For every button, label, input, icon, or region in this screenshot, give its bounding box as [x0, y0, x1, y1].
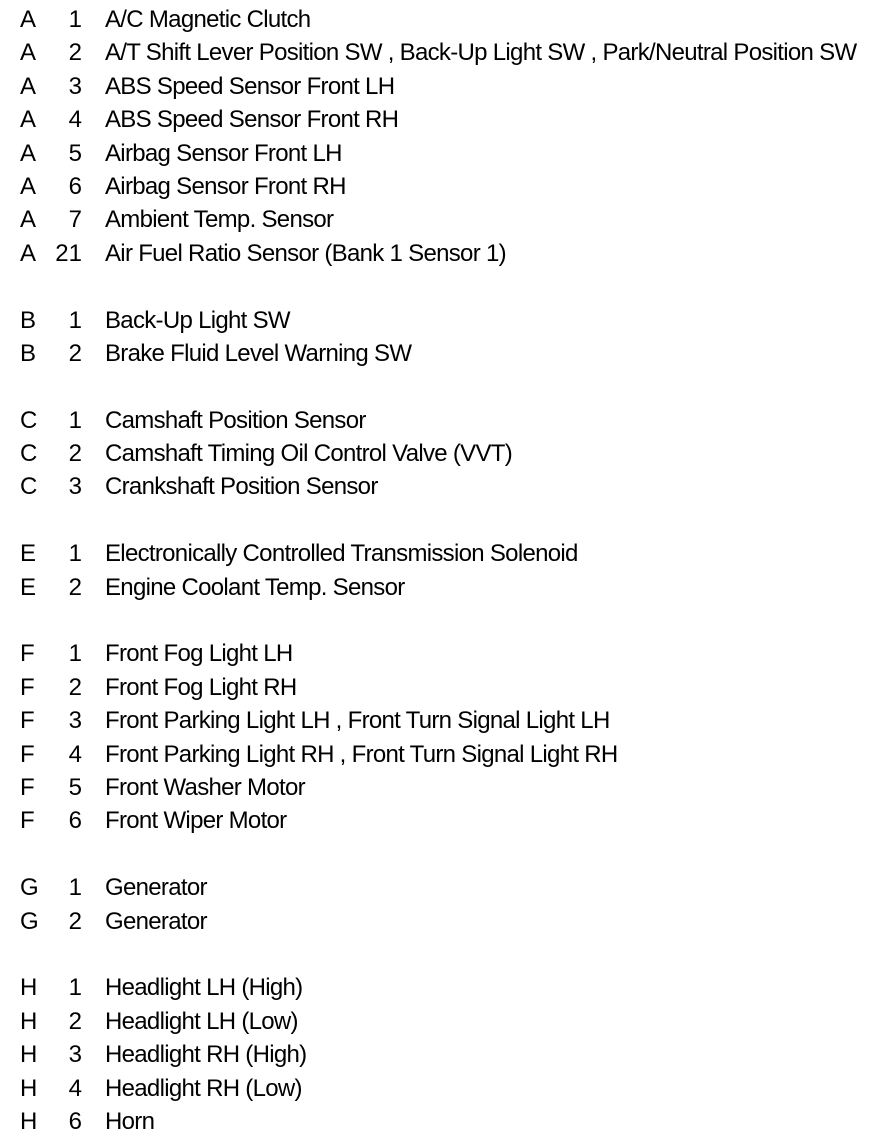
- connector-group: [0, 871, 896, 938]
- connector-label: Electronically Controlled Transmission Solenoid: [105, 540, 578, 568]
- connector-label: Headlight LH (Low): [105, 1007, 298, 1035]
- list-item: [0, 337, 896, 370]
- connector-label: Headlight LH (High): [105, 974, 303, 1002]
- connector-group: [0, 971, 896, 1138]
- connector-number: 5: [68, 139, 82, 167]
- connector-letter: C: [20, 440, 38, 468]
- list-item: [0, 1072, 896, 1105]
- connector-letter: H: [20, 1041, 38, 1069]
- list-item: [0, 704, 896, 737]
- connector-label: Front Fog Light LH: [105, 640, 293, 668]
- connector-letter: F: [20, 673, 35, 701]
- connector-letter: E: [20, 573, 37, 601]
- connector-group: [0, 3, 896, 270]
- connector-label: Air Fuel Ratio Sensor (Bank 1 Sensor 1): [105, 239, 506, 267]
- connector-number: 7: [68, 206, 82, 234]
- connector-label: Crankshaft Position Sensor: [105, 473, 378, 501]
- connector-label: Generator: [105, 874, 207, 902]
- connector-number: 6: [68, 172, 82, 200]
- connector-letter: F: [20, 640, 35, 668]
- connector-label: A/C Magnetic Clutch: [105, 6, 311, 33]
- list-item: [0, 1038, 896, 1071]
- connector-letter: F: [20, 740, 35, 768]
- connector-letter: B: [20, 339, 37, 367]
- list-item: [0, 3, 896, 36]
- connector-number: 2: [68, 1007, 82, 1035]
- connector-letter: E: [20, 540, 37, 568]
- connector-label: Camshaft Timing Oil Control Valve (VVT): [105, 440, 513, 468]
- connector-group: [0, 404, 896, 504]
- connector-number: 1: [68, 306, 82, 334]
- connector-number: 2: [68, 673, 82, 701]
- connector-letter: A: [20, 172, 37, 200]
- connector-label: Ambient Temp. Sensor: [105, 206, 334, 234]
- connector-letter: A: [20, 39, 37, 67]
- connector-letter: H: [20, 1074, 38, 1102]
- connector-letter: A: [20, 239, 37, 267]
- connector-letter: H: [20, 974, 38, 1002]
- list-item: [0, 170, 896, 203]
- list-item: [0, 971, 896, 1004]
- connector-label: ABS Speed Sensor Front LH: [105, 72, 395, 100]
- connector-label: Front Washer Motor: [105, 773, 305, 801]
- connector-number: 4: [68, 740, 82, 768]
- list-item: [0, 103, 896, 136]
- list-item: [0, 905, 896, 938]
- connector-letter: H: [20, 1007, 38, 1035]
- connector-letter: A: [20, 72, 37, 100]
- list-item: [0, 771, 896, 804]
- connector-label: Airbag Sensor Front LH: [105, 139, 342, 167]
- connector-label: Front Parking Light RH , Front Turn Signal Light RH: [105, 740, 618, 768]
- connector-letter: B: [20, 306, 37, 334]
- list-item: [0, 738, 896, 771]
- list-item: [0, 404, 896, 437]
- connector-group: [0, 637, 896, 837]
- connector-group: [0, 537, 896, 604]
- connector-label: Back-Up Light SW: [105, 306, 290, 334]
- connector-number: 3: [68, 707, 82, 735]
- connector-letter: A: [20, 106, 37, 134]
- connector-label: Headlight RH (High): [105, 1041, 307, 1069]
- connector-letter: A: [20, 139, 37, 167]
- list-item: [0, 571, 896, 604]
- list-item: [0, 137, 896, 170]
- list-item: [0, 437, 896, 470]
- connector-label: Headlight RH (Low): [105, 1074, 302, 1102]
- connector-letter: A: [20, 6, 37, 33]
- connector-number: 3: [68, 1041, 82, 1069]
- connector-letter: F: [20, 807, 35, 835]
- connector-number: 2: [68, 907, 82, 935]
- connector-letter: A: [20, 206, 37, 234]
- connector-group: [0, 304, 896, 371]
- connector-list: [0, 3, 896, 1138]
- list-item: [0, 304, 896, 337]
- list-item: [0, 537, 896, 570]
- connector-letter: G: [20, 907, 39, 935]
- connector-number: 1: [68, 406, 82, 434]
- connector-letter: G: [20, 874, 39, 902]
- connector-label: Front Wiper Motor: [105, 807, 287, 835]
- connector-number: 4: [68, 106, 82, 134]
- connector-number: 2: [68, 573, 82, 601]
- list-item: [0, 70, 896, 103]
- list-item: [0, 1005, 896, 1038]
- connector-number: 6: [68, 1107, 82, 1135]
- connector-label: Engine Coolant Temp. Sensor: [105, 573, 405, 601]
- list-item: [0, 804, 896, 837]
- list-item: [0, 203, 896, 236]
- connector-number: 1: [68, 540, 82, 568]
- connector-label: Brake Fluid Level Warning SW: [105, 339, 412, 367]
- connector-number: 5: [68, 773, 82, 801]
- connector-label: Horn: [105, 1107, 155, 1135]
- connector-letter: C: [20, 473, 38, 501]
- connector-label: Front Fog Light RH: [105, 673, 297, 701]
- connector-number: 2: [68, 440, 82, 468]
- connector-number: 4: [68, 1074, 82, 1102]
- connector-number: 2: [68, 339, 82, 367]
- connector-letter: H: [20, 1107, 38, 1135]
- list-item: [0, 671, 896, 704]
- connector-number: 2: [68, 39, 82, 67]
- list-item: [0, 36, 896, 69]
- list-item: [0, 237, 896, 270]
- connector-label: Front Parking Light LH , Front Turn Signal Light LH: [105, 707, 610, 735]
- connector-label: A/T Shift Lever Position SW , Back-Up Light SW , Park/Neutral Position SW: [105, 39, 857, 67]
- connector-letter: F: [20, 773, 35, 801]
- list-item: [0, 637, 896, 670]
- connector-label: Airbag Sensor Front RH: [105, 172, 346, 200]
- connector-number: 1: [68, 6, 82, 33]
- list-item: [0, 1105, 896, 1138]
- connector-number: 6: [68, 807, 82, 835]
- list-item: [0, 871, 896, 904]
- connector-number: 1: [68, 640, 82, 668]
- connector-letter: F: [20, 707, 35, 735]
- connector-number: 1: [68, 974, 82, 1002]
- connector-number: 3: [68, 72, 82, 100]
- connector-label: Generator: [105, 907, 207, 935]
- connector-label: ABS Speed Sensor Front RH: [105, 106, 399, 134]
- connector-number: 21: [55, 239, 82, 267]
- connector-letter: C: [20, 406, 38, 434]
- connector-number: 1: [68, 874, 82, 902]
- connector-number: 3: [68, 473, 82, 501]
- connector-label: Camshaft Position Sensor: [105, 406, 366, 434]
- list-item: [0, 470, 896, 503]
